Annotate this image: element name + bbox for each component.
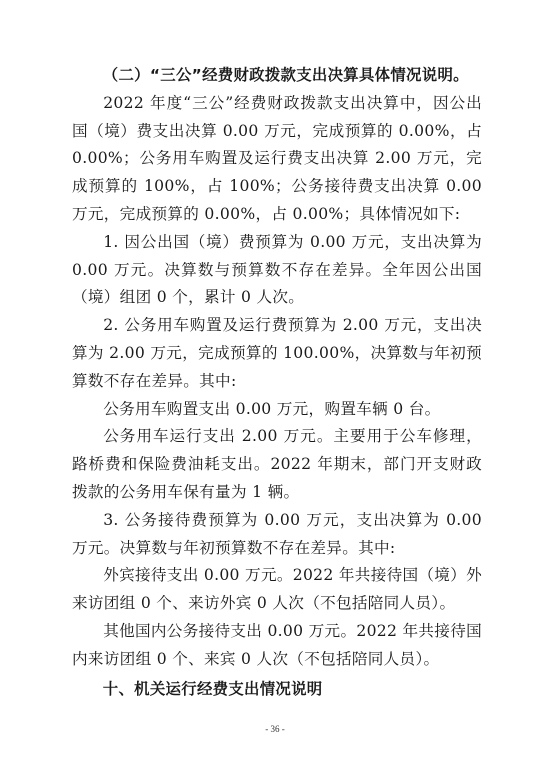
- section-heading: （二）“三公”经费财政拨款支出决算具体情况说明。: [102, 66, 469, 84]
- paragraph-intro: 2022 年度“三公”经费财政拨款支出决算中，因公出国（境）费支出决算 0.00 万元，完成预算的 0.00%，占 0.00%；公务用车购置及运行费支出决算 2.00 万元，完成预算的 100%，占 100%；公务接待费支出决算 0.00 万元，完成预算的 0.00%，占 0.00%；具体情况如下:: [72, 93, 482, 223]
- paragraph-domestic-reception: 其他国内公务接待支出 0.00 万元。2022 年共接待国内来访团组 0 个、来宾 0 人次（不包括陪同人员）。: [72, 621, 482, 668]
- paragraph-foreign-reception: 外宾接待支出 0.00 万元。2022 年共接待国（境）外来访团组 0 个、来访外宾 0 人次（不包括陪同人员）。: [72, 566, 482, 613]
- paragraph-vehicle-operation: 公务用车运行支出 2.00 万元。主要用于公车修理，路桥费和保险费油耗支出。2022 年期末，部门开支财政拨款的公务用车保有量为 1 辆。: [72, 427, 482, 501]
- next-section-heading: 十、机关运行经费支出情况说明: [102, 679, 323, 698]
- paragraph-item-2: 2. 公务用车购置及运行费预算为 2.00 万元，支出决算为 2.00 万元，完成预算的 100.00%，决算数与年初预算数不存在差异。其中:: [72, 316, 482, 390]
- paragraph-vehicle-purchase: 公务用车购置支出 0.00 万元，购置车辆 0 台。: [103, 399, 441, 418]
- page-number: - 36 -: [265, 724, 285, 734]
- paragraph-item-1: 1. 因公出国（境）费预算为 0.00 万元，支出决算为 0.00 万元。决算数与预算数不存在差异。全年因公出国（境）组团 0 个，累计 0 人次。: [72, 232, 482, 307]
- document-body: [72, 62, 482, 703]
- paragraph-item-3: 3. 公务接待费预算为 0.00 万元，支出决算为 0.00 万元。决算数与年初预算数不存在差异。其中:: [72, 510, 482, 557]
